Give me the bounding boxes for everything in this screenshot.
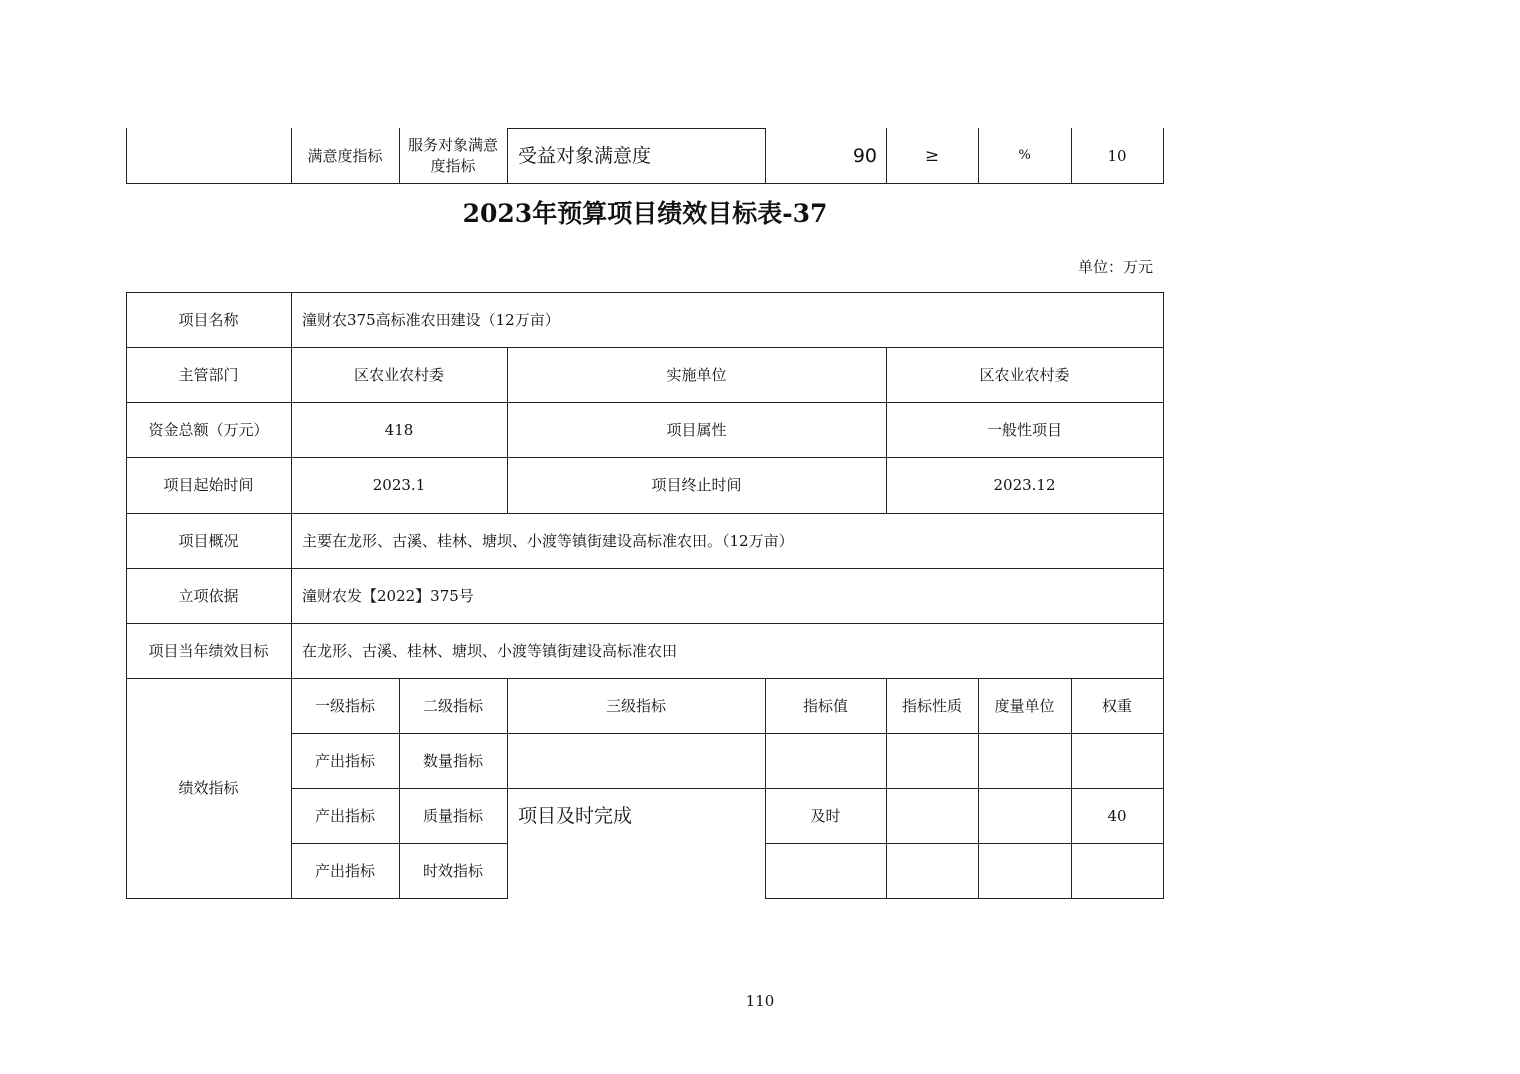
page-number: 110	[745, 992, 775, 1010]
basis-value: 潼财农发【2022】375号	[302, 586, 474, 605]
end-value: 2023.12	[993, 476, 1056, 494]
row2-weight: 40	[1107, 806, 1127, 825]
dept-label: 主管部门	[178, 365, 239, 384]
attr-label: 项目属性	[666, 420, 727, 439]
goal-label: 项目当年绩效目标	[148, 641, 269, 660]
row2-nature	[886, 788, 978, 843]
goal-value: 在龙形、古溪、桂林、塘坝、小渡等镇街建设高标准农田	[302, 641, 678, 660]
header-unit: 度量单位	[994, 696, 1055, 715]
header-level1: 一级指标	[314, 696, 375, 715]
row3-level1: 产出指标	[314, 861, 375, 880]
header-nature: 指标性质	[901, 696, 962, 715]
row1-level1: 产出指标	[314, 751, 375, 770]
row1-level2: 数量指标	[422, 751, 483, 770]
row3-value	[765, 843, 886, 898]
impl-label: 实施单位	[666, 365, 727, 384]
row1-level3	[507, 733, 765, 788]
header-level3: 三级指标	[605, 696, 666, 715]
page-title: 2023年预算项目绩效目标表-37	[462, 199, 828, 228]
header-weight: 权重	[1101, 696, 1132, 715]
row1-unit	[978, 733, 1071, 788]
row1-weight	[1071, 733, 1163, 788]
start-label: 项目起始时间	[163, 476, 254, 494]
row3-unit	[978, 843, 1071, 898]
project-name-label: 项目名称	[178, 310, 239, 329]
impl-value: 区农业农村委	[979, 365, 1070, 384]
prev-weight: 10	[1107, 147, 1127, 165]
project-name: 潼财农375高标准农田建设（12万亩）	[302, 310, 560, 329]
row3-weight	[1071, 843, 1163, 898]
prev-value: 90	[852, 145, 877, 167]
row3-level3	[507, 843, 765, 898]
funds-value: 418	[384, 420, 414, 439]
row2-level3: 项目及时完成	[518, 804, 633, 827]
funds-label: 资金总额（万元）	[148, 420, 269, 439]
prev-unit: %	[1018, 148, 1031, 163]
row3-nature	[886, 843, 978, 898]
header-level2: 二级指标	[422, 696, 483, 715]
row2-level2: 质量指标	[422, 806, 483, 825]
prev-level1: 满意度指标	[307, 147, 383, 165]
row2-unit	[978, 788, 1071, 843]
unit-label: 单位：万元	[1077, 258, 1153, 276]
attr-value: 一般性项目	[986, 420, 1062, 439]
header-value: 指标值	[802, 696, 848, 715]
row2-level1: 产出指标	[314, 806, 375, 825]
start-value: 2023.1	[372, 476, 426, 494]
row1-value	[765, 733, 886, 788]
overview-value: 主要在龙形、古溪、桂林、塘坝、小渡等镇街建设高标准农田。（12万亩）	[302, 531, 794, 550]
prev-level3: 受益对象满意度	[518, 145, 652, 167]
prev-nature: ≥	[924, 146, 940, 166]
prev-level2: 服务对象满意度指标	[407, 136, 498, 175]
basis-label: 立项依据	[178, 586, 239, 605]
row2-value: 及时	[810, 806, 841, 825]
row3-level2: 时效指标	[422, 861, 483, 880]
overview-label: 项目概况	[178, 531, 239, 550]
end-label: 项目终止时间	[651, 476, 742, 494]
row1-nature	[886, 733, 978, 788]
perf-label: 绩效指标	[178, 779, 239, 797]
dept-value: 区农业农村委	[353, 365, 444, 384]
